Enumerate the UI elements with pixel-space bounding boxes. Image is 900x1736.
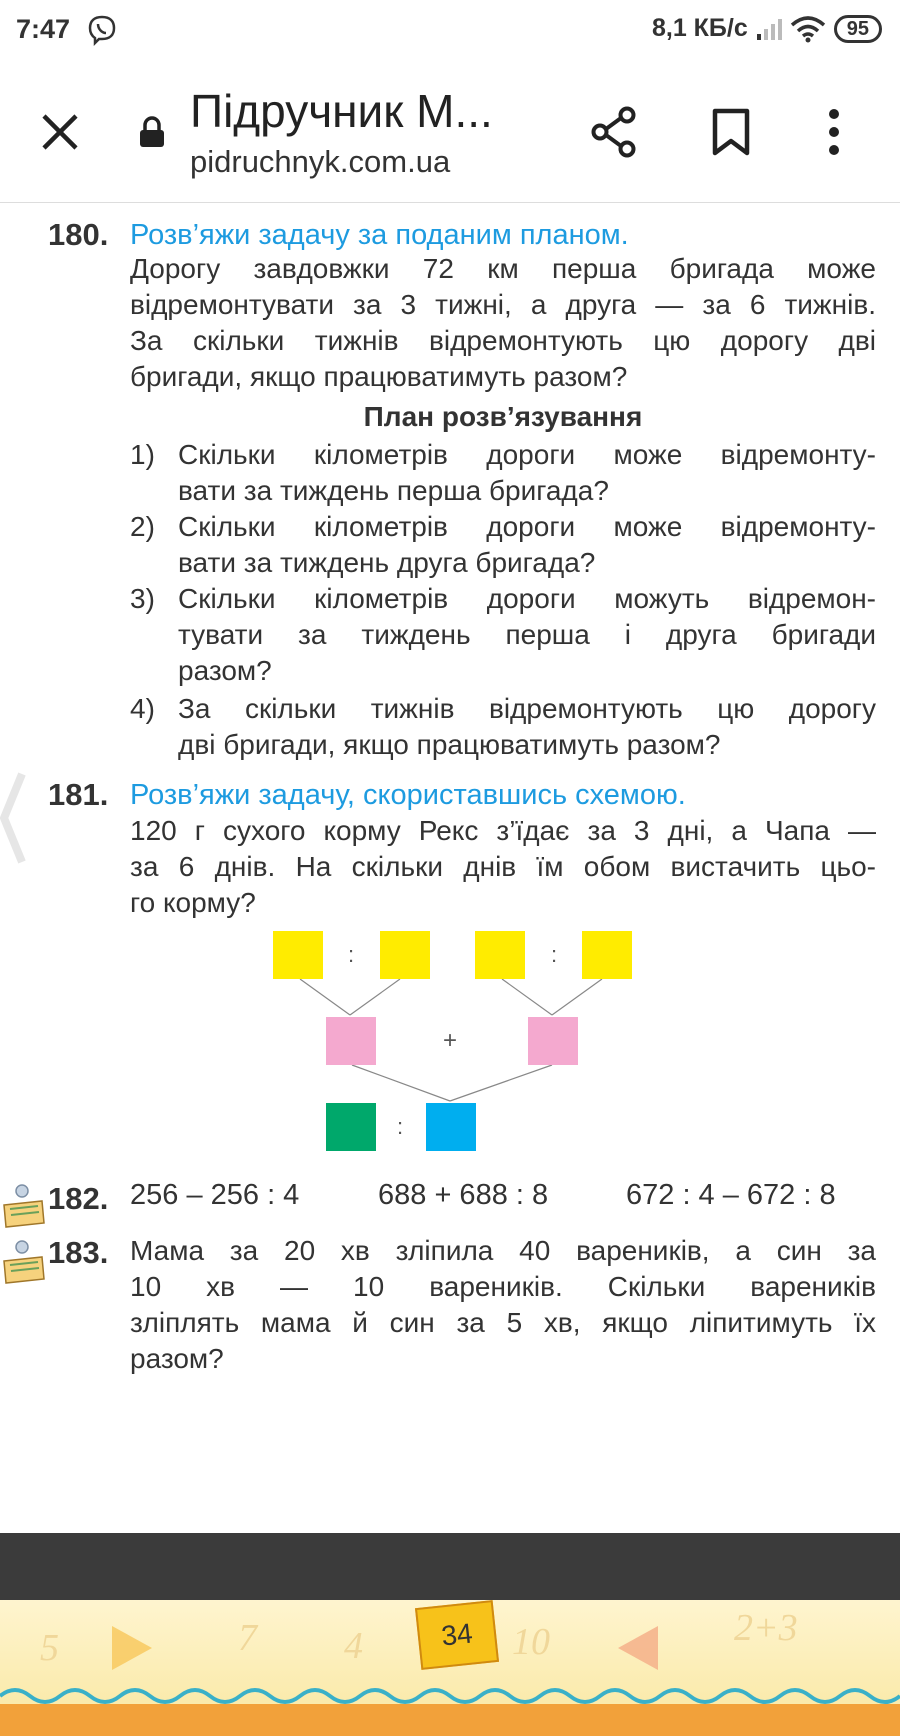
wifi-icon — [790, 15, 826, 43]
task-183-number: 183. — [48, 1235, 109, 1270]
scheme-op-divide: : — [347, 942, 355, 967]
plan-step-number: 4) — [130, 693, 155, 724]
scheme-box-yellow — [475, 931, 525, 979]
task-181-text-line: за 6 днів. На скільки днів їм обом вистачить цьо- — [130, 851, 876, 882]
task-183-text-line: разом? — [130, 1343, 224, 1374]
system-navigation-bar — [0, 1533, 900, 1600]
decor-wave — [0, 1682, 900, 1706]
bookmark-icon[interactable] — [712, 108, 750, 156]
plan-step-line: дві бригади, якщо працюватимуть разом? — [178, 729, 721, 760]
expression: 256 – 256 : 4 — [130, 1179, 300, 1211]
scheme-box-yellow — [380, 931, 430, 979]
decor-number: 4 — [344, 1625, 363, 1667]
page-footer — [0, 1586, 900, 1736]
expression: 672 : 4 – 672 : 8 — [626, 1179, 836, 1211]
plan-step-line: вати за тиждень перша бригада? — [178, 475, 609, 506]
page-title: Підручник М... — [190, 85, 493, 137]
plan-step-line: Скільки кілометрів дороги може відремонту- — [178, 439, 876, 470]
task-181-text-line: го корму? — [130, 887, 256, 918]
plan-step-line: Скільки кілометрів дороги можуть відремон- — [178, 583, 876, 614]
scheme-op-plus: + — [442, 1027, 458, 1054]
more-options-icon[interactable] — [828, 108, 840, 156]
plan-step-number: 1) — [130, 439, 155, 470]
browser-toolbar — [0, 64, 900, 203]
previous-page-arrow[interactable] — [0, 768, 26, 868]
status-bar — [0, 0, 900, 64]
plan-step-number: 3) — [130, 583, 155, 614]
page-url[interactable]: pidruchnyk.com.ua — [190, 144, 451, 179]
book-icon — [2, 1183, 46, 1229]
expression: 688 + 688 : 8 — [378, 1179, 549, 1211]
scheme-box-yellow — [273, 931, 323, 979]
task-180-number: 180. — [48, 217, 109, 252]
viber-icon — [86, 14, 118, 46]
share-icon[interactable] — [590, 106, 638, 158]
task-181-title: Розв’яжи задачу, скориставшись схемою. — [130, 779, 686, 811]
lock-icon — [138, 116, 166, 148]
decor-number: 5 — [40, 1627, 59, 1669]
scheme-box-blue — [426, 1103, 476, 1151]
task-180-text-line: відремонтувати за 3 тижні, а друга — за 6 тижнів. — [130, 289, 876, 320]
task-183-text-line: 10 хв — 10 вареників. Скільки вареників — [130, 1271, 876, 1302]
scheme-op-divide: : — [396, 1114, 404, 1139]
decor-number: 7 — [238, 1617, 257, 1659]
plan-title: План розв’язування — [363, 401, 643, 432]
status-time: 7:47 — [16, 14, 71, 44]
scheme-box-pink — [326, 1017, 376, 1065]
task-181-number: 181. — [48, 777, 109, 812]
battery-indicator: 95 — [834, 15, 882, 43]
plan-step-line: вати за тиждень друга бригада? — [178, 547, 596, 578]
task-180-text-line: Дорогу завдовжки 72 км перша бригада може — [130, 253, 876, 284]
plan-step-line: Скільки кілометрів дороги може відремонту- — [178, 511, 876, 542]
decor-number: 2+3 — [734, 1607, 798, 1649]
decor-triangle — [108, 1622, 156, 1674]
scheme-box-green — [326, 1103, 376, 1151]
decor-triangle — [614, 1622, 662, 1674]
task-183-text-line: зліплять мама й син за 5 хв, якщо ліпитимуть їх — [130, 1307, 876, 1338]
task-182-number: 182. — [48, 1181, 109, 1216]
plan-step-line: тувати за тиждень перша і друга бригади — [178, 619, 876, 650]
close-icon[interactable] — [36, 108, 84, 156]
task-183-text-line: Мама за 20 хв зліпила 40 вареників, а син за — [130, 1235, 876, 1266]
footer-band — [0, 1704, 900, 1736]
scheme-box-pink — [528, 1017, 578, 1065]
task-180-text-line: За скільки тижнів відремонтують цю дорогу дві — [130, 325, 876, 356]
network-speed: 8,1 КБ/с — [651, 14, 748, 42]
page-number: 34 — [415, 1600, 499, 1670]
task-181-text-line: 120 г сухого корму Рекс з’їдає за 3 дні, а Чапа — — [130, 815, 876, 846]
plan-step-line: За скільки тижнів відремонтують цю дорогу — [178, 693, 876, 724]
scheme-box-yellow — [582, 931, 632, 979]
decor-number: 10 — [512, 1621, 550, 1663]
solution-scheme — [270, 927, 640, 1153]
task-180-text-line: бригади, якщо працюватимуть разом? — [130, 361, 628, 392]
plan-step-line: разом? — [178, 655, 272, 686]
scheme-op-divide: : — [550, 942, 558, 967]
book-icon — [2, 1239, 46, 1285]
textbook-page — [0, 203, 900, 1669]
plan-step-number: 2) — [130, 511, 155, 542]
task-180-title: Розв’яжи задачу за поданим планом. — [130, 219, 629, 251]
signal-icon — [756, 18, 782, 40]
